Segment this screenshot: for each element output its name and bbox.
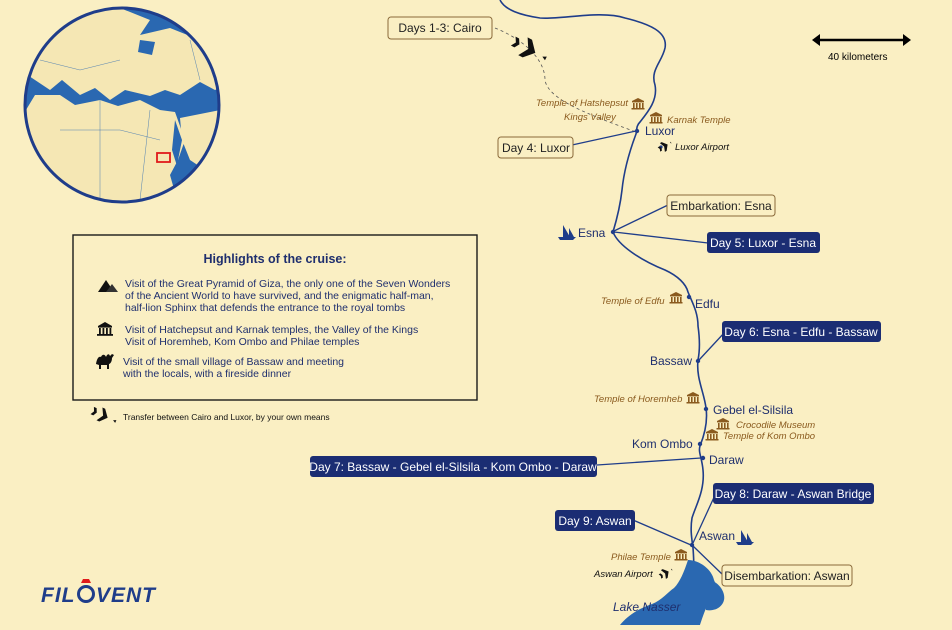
label-embarkation (667, 195, 775, 216)
site-hatshepsut: Temple of Hatshepsut (536, 98, 629, 109)
logo-text-end: VENT (96, 584, 157, 607)
site-kom-ombo-temple: Temple of Kom Ombo (723, 431, 816, 442)
legend-item-3-line-1: Visit of the small village of Bassaw and meeting (123, 356, 345, 368)
town-kom-ombo: Kom Ombo (632, 437, 693, 451)
leader-day9 (633, 520, 691, 545)
site-kings-valley: Kings Valley (564, 112, 616, 123)
leader-embarkation (614, 205, 668, 231)
logo-text-start: FIL (41, 584, 76, 607)
label-cairo (388, 17, 492, 39)
temple-icon-horemheb (687, 392, 700, 404)
globe-inset (20, 8, 240, 210)
kom-ombo-dot (698, 442, 702, 446)
town-aswan: Aswan (699, 529, 736, 543)
legend-item-1-line-3: half-lion Sphinx that defends the entrance to the royal tombs (125, 302, 406, 314)
temple-icon-philae (675, 549, 688, 561)
lake-nasser-label: Lake Nasser (613, 600, 681, 614)
nile-river (500, 0, 707, 580)
svg-text:Day 8: Daraw - Aswan Bridge: Day 8: Daraw - Aswan Bridge (714, 487, 872, 501)
svg-text:Disembarkation: Aswan: Disembarkation: Aswan (724, 569, 850, 583)
legend (73, 235, 477, 400)
site-karnak: Karnak Temple (667, 115, 731, 126)
edfu-dot (687, 295, 691, 299)
svg-text:Day 9: Aswan: Day 9: Aswan (558, 514, 632, 528)
label-day8 (713, 483, 874, 504)
daraw-dot (701, 456, 705, 460)
svg-text:Day 6: Esna - Edfu - Bassaw: Day 6: Esna - Edfu - Bassaw (724, 325, 878, 339)
town-esna: Esna (578, 226, 606, 240)
leader-luxor (572, 131, 636, 145)
legend-item-2-line-2: Visit of Horemheb, Kom Ombo and Philae temples (125, 336, 360, 348)
filovent-logo (41, 579, 157, 607)
site-philae: Philae Temple (611, 552, 671, 563)
site-edfu-temple: Temple of Edfu (601, 296, 665, 307)
legend-item-2-line-1: Visit of Hatchepsut and Karnak temples, the Valley of the Kings (125, 324, 419, 336)
temple-icon-edfu (670, 292, 683, 304)
leader-day7 (597, 458, 701, 465)
temple-icon-karnak (650, 112, 663, 124)
boat-icon-aswan (736, 530, 754, 545)
town-gebel: Gebel el-Silsila (713, 403, 794, 417)
legend-item-1-line-1: Visit of the Great Pyramid of Giza, the only one of the Seven Wonders (125, 278, 451, 290)
site-horemheb: Temple of Horemheb (594, 394, 683, 405)
gebel-dot (704, 407, 708, 411)
site-crocodile: Crocodile Museum (736, 420, 816, 431)
transfer-note: Transfer between Cairo and Luxor, by your own means (123, 412, 330, 422)
town-daraw: Daraw (709, 453, 744, 467)
transfer-plane-icon (89, 404, 118, 428)
legend-title: Highlights of the cruise: (203, 252, 347, 266)
legend-item-1-line-2: of the Ancient World to have survived, and the enigmatic half-man, (125, 290, 434, 302)
svg-text:Embarkation: Esna: Embarkation: Esna (670, 199, 772, 213)
airport-luxor: Luxor Airport (675, 142, 730, 153)
label-day6 (722, 321, 881, 342)
label-day5 (707, 232, 820, 253)
scale-bar (812, 34, 911, 63)
label-luxor (498, 137, 573, 158)
temple-icon-crocodile (717, 418, 730, 430)
airport-icon-luxor (656, 138, 673, 154)
boat-icon-esna (558, 225, 576, 240)
svg-text:Days 1-3: Cairo: Days 1-3: Cairo (398, 21, 482, 35)
plane-icon (509, 32, 551, 67)
label-disembarkation (722, 565, 852, 586)
leader-day6 (699, 332, 725, 360)
label-day9 (555, 510, 635, 531)
temple-icon-hatshepsut (632, 98, 645, 110)
svg-text:Day 7: Bassaw - Gebel el-Silsi: Day 7: Bassaw - Gebel el-Silsila - Kom Ombo - Daraw (309, 460, 597, 474)
scale-label: 40 kilometers (828, 52, 888, 63)
airport-icon-aswan (657, 565, 674, 581)
airport-aswan: Aswan Airport (594, 569, 653, 580)
legend-item-3-line-2: with the locals, with a fireside dinner (123, 368, 292, 380)
svg-text:Day 4: Luxor: Day 4: Luxor (501, 141, 571, 155)
town-luxor: Luxor (645, 124, 676, 138)
temple-icon-kom-ombo (706, 429, 719, 441)
leader-day5 (614, 232, 708, 243)
town-bassaw: Bassaw (650, 354, 693, 368)
label-day7 (309, 456, 597, 477)
town-edfu: Edfu (695, 297, 720, 311)
svg-text:Day 5: Luxor - Esna: Day 5: Luxor - Esna (709, 236, 817, 250)
